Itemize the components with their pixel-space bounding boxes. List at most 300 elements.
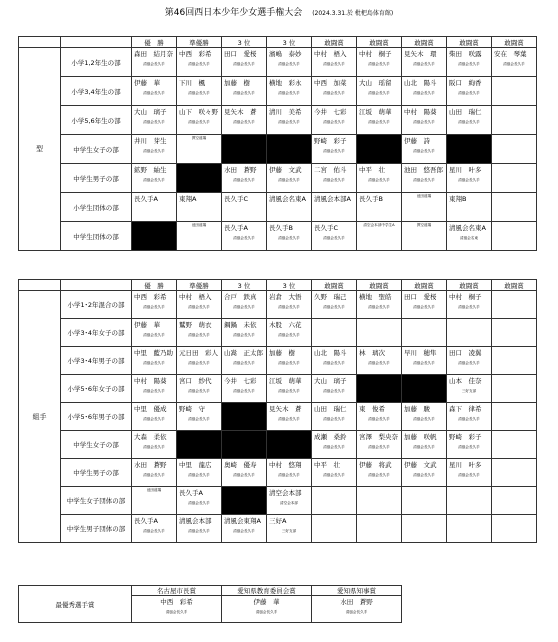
result-cell bbox=[402, 164, 447, 193]
athlete-name: 大森 柔依 bbox=[134, 433, 167, 441]
result-cell bbox=[267, 48, 312, 77]
result-cell bbox=[492, 193, 537, 222]
rank-header: 準優勝 bbox=[177, 280, 222, 291]
result-cell bbox=[402, 431, 447, 459]
athlete-name: 横地 聖皓 bbox=[359, 293, 392, 301]
club-name: 清空会本部 bbox=[280, 501, 298, 505]
club-name: 清風会長久手 bbox=[233, 473, 255, 477]
club-name: 清風会長久手 bbox=[458, 120, 480, 124]
athlete-name: 中村 悠翔 bbox=[269, 461, 302, 469]
club-name: 清風会長久手 bbox=[323, 120, 345, 124]
club-name: 清風会長久手 bbox=[323, 149, 345, 153]
result-cell bbox=[267, 106, 312, 135]
club-name: 清風会長久手 bbox=[188, 389, 210, 393]
result-cell bbox=[177, 135, 222, 164]
result-cell bbox=[132, 135, 177, 164]
athlete-name: 見矢木 蒼 bbox=[269, 405, 302, 413]
athlete-name: 柴田 咲露 bbox=[449, 50, 482, 58]
club-name: 清風会長久手 bbox=[143, 473, 165, 477]
athlete-name: 水田 蒼野 bbox=[134, 461, 167, 469]
athlete-name: 加藤 咲帆 bbox=[404, 433, 437, 441]
club-name: 清風会長久手 bbox=[413, 62, 435, 66]
athlete-name: 岩倉 大悟 bbox=[269, 293, 302, 301]
athlete-name: 安在 琴葉 bbox=[494, 50, 527, 58]
athlete-name: 井川 芽生 bbox=[134, 137, 167, 145]
result-cell bbox=[267, 291, 312, 319]
result-cell bbox=[402, 347, 447, 375]
result-cell bbox=[447, 193, 492, 222]
result-cell bbox=[357, 431, 402, 459]
club-name: 清風会長久手 bbox=[143, 445, 165, 449]
club-name: 清風会長久手 bbox=[368, 305, 390, 309]
result-cell bbox=[492, 459, 537, 487]
club-name: 清風会長久手 bbox=[458, 417, 480, 421]
result-cell bbox=[267, 375, 312, 403]
club-name: 清風会長久手 bbox=[143, 62, 165, 66]
club-name: 清風会長久手 bbox=[368, 62, 390, 66]
rank-header: 3 位 bbox=[267, 280, 312, 291]
result-cell bbox=[492, 375, 537, 403]
athlete-name: 星川 叶多 bbox=[449, 461, 482, 469]
result-cell bbox=[222, 164, 267, 193]
result-cell bbox=[177, 515, 222, 543]
club-name: 清風会長久手 bbox=[188, 529, 210, 533]
result-cell bbox=[177, 291, 222, 319]
result-cell bbox=[402, 515, 447, 543]
result-cell bbox=[222, 222, 267, 251]
result-cell bbox=[402, 403, 447, 431]
result-cell bbox=[132, 319, 177, 347]
blacked-out-cell bbox=[267, 431, 312, 459]
athlete-name: 清空会本部 bbox=[269, 489, 302, 497]
club-name: 清風会長久手 bbox=[188, 501, 210, 505]
club-name: 池田道場 bbox=[146, 488, 162, 492]
result-row bbox=[19, 164, 537, 193]
club-name: 清風会長久手 bbox=[278, 236, 300, 240]
athlete-name: 鉱野 紬生 bbox=[134, 166, 167, 174]
result-row bbox=[19, 193, 537, 222]
club-name: 貫空道場 bbox=[191, 136, 207, 140]
award-name: 名古屋市長賞 bbox=[132, 586, 222, 596]
club-name: 清風会長久手 bbox=[413, 178, 435, 182]
club-name: 清風会長久手 bbox=[278, 333, 300, 337]
result-cell bbox=[132, 164, 177, 193]
result-cell bbox=[177, 48, 222, 77]
club-name: 清風会長久手 bbox=[458, 305, 480, 309]
result-cell bbox=[177, 459, 222, 487]
result-cell bbox=[402, 77, 447, 106]
club-name: 清風会長久手 bbox=[413, 305, 435, 309]
club-name: 清風会長久手 bbox=[188, 361, 210, 365]
result-cell bbox=[447, 77, 492, 106]
blacked-out-cell bbox=[222, 403, 267, 431]
result-cell bbox=[402, 459, 447, 487]
club-name: 清風会長久手 bbox=[368, 473, 390, 477]
result-cell bbox=[357, 106, 402, 135]
result-cell bbox=[357, 222, 402, 251]
athlete-name: 伊藤 将武 bbox=[359, 461, 392, 469]
club-name: 清風会長久手 bbox=[368, 445, 390, 449]
club-name: 清風会長久手 bbox=[233, 333, 255, 337]
club-name: 清風会長久手 bbox=[323, 236, 345, 240]
result-row bbox=[19, 77, 537, 106]
club-name: 清風会長久手 bbox=[278, 473, 300, 477]
category-label: 中学生男子の部 bbox=[61, 459, 132, 487]
result-cell bbox=[177, 375, 222, 403]
athlete-name: 成瀬 桑鈴 bbox=[314, 433, 347, 441]
result-cell bbox=[312, 135, 357, 164]
athlete-name: 山田 瑞仁 bbox=[449, 108, 482, 116]
athlete-name: 加藤 樹 bbox=[269, 349, 295, 357]
club-name: 清風会長久手 bbox=[323, 178, 345, 182]
result-row bbox=[19, 431, 537, 459]
club-name: 清風会長久手 bbox=[165, 610, 188, 614]
result-cell bbox=[357, 403, 402, 431]
athlete-name: 中里 龍広 bbox=[179, 461, 212, 469]
club-name: 清風会長久手 bbox=[323, 361, 345, 365]
athlete-name: 東 俊希 bbox=[359, 405, 385, 413]
athlete-name: 今井 七彩 bbox=[314, 108, 347, 116]
result-cell bbox=[267, 347, 312, 375]
result-cell bbox=[357, 515, 402, 543]
result-cell bbox=[447, 48, 492, 77]
result-cell bbox=[177, 106, 222, 135]
rank-header: 敢闘賞 bbox=[312, 37, 357, 48]
category-label: 小学生団体の部 bbox=[61, 193, 132, 222]
athlete-name: 鋼鍋 未依 bbox=[224, 321, 257, 329]
result-cell bbox=[132, 459, 177, 487]
result-cell bbox=[357, 193, 402, 222]
result-cell bbox=[177, 193, 222, 222]
blacked-out-cell bbox=[447, 135, 492, 164]
award-name: 愛知県知事賞 bbox=[312, 586, 402, 596]
athlete-name: 加藤 樹 bbox=[224, 79, 250, 87]
athlete-name: 中西 彩希 bbox=[160, 598, 193, 606]
result-row bbox=[19, 135, 537, 164]
athlete-name: 野崎 彩子 bbox=[449, 433, 482, 441]
blacked-out-cell bbox=[177, 431, 222, 459]
club-name: 清風会長久手 bbox=[413, 149, 435, 153]
athlete-name: 江坂 萌華 bbox=[269, 377, 302, 385]
athlete-name: 横地 彩永 bbox=[269, 79, 302, 87]
result-cell bbox=[312, 222, 357, 251]
result-cell bbox=[267, 164, 312, 193]
mvp-award-label: 最優秀選手賞 bbox=[19, 586, 132, 623]
result-cell bbox=[132, 431, 177, 459]
club-name: 清風会長久手 bbox=[458, 62, 480, 66]
club-name: 清風会長久手 bbox=[143, 149, 165, 153]
result-cell bbox=[492, 106, 537, 135]
club-name: 清風会長久手 bbox=[188, 62, 210, 66]
athlete-name: 東翔A bbox=[179, 195, 197, 203]
athlete-name: 中西 彩希 bbox=[134, 293, 167, 301]
result-cell bbox=[132, 515, 177, 543]
result-cell bbox=[177, 77, 222, 106]
blacked-out-cell bbox=[267, 135, 312, 164]
result-row bbox=[19, 319, 537, 347]
club-name: 清風会長久手 bbox=[458, 178, 480, 182]
award-winner bbox=[222, 596, 312, 623]
blacked-out-cell bbox=[402, 375, 447, 403]
club-name: 清風会長久手 bbox=[368, 91, 390, 95]
athlete-name: 伊藤 華 bbox=[134, 321, 160, 329]
result-cell bbox=[402, 222, 447, 251]
category-label: 小学5･6年女子の部 bbox=[61, 375, 132, 403]
rank-header: 3 位 bbox=[222, 280, 267, 291]
club-name: 清風会長久手 bbox=[143, 120, 165, 124]
result-cell bbox=[357, 291, 402, 319]
result-cell bbox=[447, 515, 492, 543]
athlete-name: 合戸 鉄真 bbox=[224, 293, 257, 301]
club-name: 清風会長久手 bbox=[233, 389, 255, 393]
result-cell bbox=[402, 291, 447, 319]
result-row bbox=[19, 375, 537, 403]
athlete-name: 山下 咲々野 bbox=[179, 108, 218, 116]
result-cell bbox=[222, 459, 267, 487]
rank-header: 敢闘賞 bbox=[402, 280, 447, 291]
category-label: 小学3･4年男子の部 bbox=[61, 347, 132, 375]
category-label: 中学生女子の部 bbox=[61, 431, 132, 459]
result-cell bbox=[447, 403, 492, 431]
club-name: 清風会長久手 bbox=[368, 178, 390, 182]
athlete-name: 長久手B bbox=[359, 195, 383, 203]
club-name: 清風会長久手 bbox=[233, 236, 255, 240]
club-name: 清風会長久手 bbox=[143, 178, 165, 182]
rank-header: 敢闘賞 bbox=[357, 280, 402, 291]
result-cell bbox=[312, 487, 357, 515]
blacked-out-cell bbox=[357, 375, 402, 403]
result-cell bbox=[447, 487, 492, 515]
result-cell bbox=[132, 347, 177, 375]
result-cell bbox=[312, 77, 357, 106]
section-label: 型 bbox=[19, 48, 61, 251]
result-row bbox=[19, 459, 537, 487]
result-cell bbox=[267, 222, 312, 251]
result-cell bbox=[312, 347, 357, 375]
club-name: 清風会長久手 bbox=[278, 361, 300, 365]
athlete-name: 伊藤 華 bbox=[134, 79, 160, 87]
rank-header: 敢闘賞 bbox=[492, 37, 537, 48]
club-name: 清風会長久手 bbox=[413, 120, 435, 124]
athlete-name: 中村 梧入 bbox=[179, 293, 212, 301]
result-cell bbox=[177, 319, 222, 347]
athlete-name: 田口 愛桜 bbox=[224, 50, 257, 58]
result-cell bbox=[447, 222, 492, 251]
athlete-name: 山嵩 正太郎 bbox=[224, 349, 263, 357]
category-label: 中学生女子団体の部 bbox=[61, 487, 132, 515]
athlete-name: 山田 瑞仁 bbox=[314, 405, 347, 413]
athlete-name: 林 璃次 bbox=[359, 349, 385, 357]
result-cell bbox=[132, 193, 177, 222]
club-name: 清風会長久手 bbox=[278, 91, 300, 95]
result-cell bbox=[492, 164, 537, 193]
result-row bbox=[19, 106, 537, 135]
result-row bbox=[19, 291, 537, 319]
result-row bbox=[19, 515, 537, 543]
award-name: 愛知県教育委員会賞 bbox=[222, 586, 312, 596]
result-cell bbox=[222, 106, 267, 135]
athlete-name: 久野 瑞己 bbox=[314, 293, 347, 301]
result-cell bbox=[132, 77, 177, 106]
result-cell bbox=[402, 319, 447, 347]
result-cell bbox=[447, 291, 492, 319]
club-name: 清風会長久手 bbox=[323, 389, 345, 393]
result-cell bbox=[447, 431, 492, 459]
category-label: 小学1,2年生の部 bbox=[61, 48, 132, 77]
athlete-name: 中平 壮 bbox=[359, 166, 385, 174]
athlete-name: 宮口 紗代 bbox=[179, 377, 212, 385]
result-cell bbox=[402, 193, 447, 222]
result-cell bbox=[222, 319, 267, 347]
category-label: 小学5･6年男子の部 bbox=[61, 403, 132, 431]
athlete-name: 長久手A bbox=[134, 195, 158, 203]
athlete-name: 大山 璃子 bbox=[134, 108, 167, 116]
result-cell bbox=[267, 403, 312, 431]
result-cell bbox=[447, 319, 492, 347]
result-cell bbox=[267, 487, 312, 515]
result-cell bbox=[402, 135, 447, 164]
result-row bbox=[19, 347, 537, 375]
result-cell bbox=[222, 193, 267, 222]
club-name: 清風会長久手 bbox=[143, 305, 165, 309]
result-cell bbox=[492, 222, 537, 251]
result-cell bbox=[357, 164, 402, 193]
blacked-out-cell bbox=[177, 164, 222, 193]
category-label: 中学生女子の部 bbox=[61, 135, 132, 164]
athlete-name: 宮澤 梨央奈 bbox=[359, 433, 398, 441]
athlete-name: 長久手A bbox=[179, 489, 203, 497]
result-cell bbox=[492, 487, 537, 515]
club-name: 清風会長久手 bbox=[188, 333, 210, 337]
result-cell bbox=[492, 319, 537, 347]
result-cell bbox=[402, 48, 447, 77]
club-name: 清風会長久手 bbox=[278, 62, 300, 66]
mvp-award-table bbox=[18, 585, 402, 623]
result-cell bbox=[492, 515, 537, 543]
result-cell bbox=[267, 193, 312, 222]
athlete-name: 清風会名東A bbox=[449, 224, 486, 232]
rank-header: 優 勝 bbox=[132, 280, 177, 291]
rank-header: 敢闘賞 bbox=[492, 280, 537, 291]
result-cell bbox=[267, 77, 312, 106]
category-label: 中学生団体の部 bbox=[61, 222, 132, 251]
athlete-name: 伊藤 詩 bbox=[404, 137, 430, 145]
result-cell bbox=[492, 135, 537, 164]
rank-header-row bbox=[19, 37, 537, 48]
athlete-name: 山北 陽斗 bbox=[314, 349, 347, 357]
athlete-name: 野崎 守 bbox=[179, 405, 205, 413]
rank-header: 敢闘賞 bbox=[447, 280, 492, 291]
club-name: 清風会長久手 bbox=[188, 120, 210, 124]
result-cell bbox=[492, 77, 537, 106]
result-cell bbox=[312, 459, 357, 487]
blacked-out-cell bbox=[222, 487, 267, 515]
award-winner bbox=[132, 596, 222, 623]
athlete-name: 長久手C bbox=[224, 195, 249, 203]
rank-header: 敢闘賞 bbox=[402, 37, 447, 48]
result-cell bbox=[132, 487, 177, 515]
result-cell bbox=[357, 459, 402, 487]
athlete-name: 中里 優成 bbox=[134, 405, 167, 413]
club-name: 清風会長久手 bbox=[323, 91, 345, 95]
athlete-name: 田口 凌翼 bbox=[449, 349, 482, 357]
blacked-out-cell bbox=[132, 222, 177, 251]
athlete-name: 中村 桐子 bbox=[359, 50, 392, 58]
club-name: 清風会長久手 bbox=[413, 91, 435, 95]
athlete-name: 長久手A bbox=[134, 517, 158, 525]
club-name: 清風会長久手 bbox=[233, 305, 255, 309]
athlete-name: 木股 六花 bbox=[269, 321, 302, 329]
club-name: 清風会長久手 bbox=[233, 120, 255, 124]
result-cell bbox=[402, 487, 447, 515]
club-name: 清風会長久手 bbox=[413, 361, 435, 365]
result-cell bbox=[357, 319, 402, 347]
result-cell bbox=[402, 106, 447, 135]
result-cell bbox=[177, 487, 222, 515]
club-name: 清風会長久手 bbox=[233, 91, 255, 95]
athlete-name: 水田 蒼野 bbox=[224, 166, 257, 174]
club-name: 清風会長久手 bbox=[278, 389, 300, 393]
rank-header: 準優勝 bbox=[177, 37, 222, 48]
club-name: 清風会長久手 bbox=[413, 473, 435, 477]
athlete-name: 星川 叶多 bbox=[449, 166, 482, 174]
result-cell bbox=[447, 106, 492, 135]
award-winner bbox=[312, 596, 402, 623]
blacked-out-cell bbox=[222, 431, 267, 459]
rank-header-row bbox=[19, 280, 537, 291]
result-cell bbox=[312, 48, 357, 77]
athlete-name: 清風会東翔A bbox=[224, 517, 261, 525]
club-name: 池田道場 bbox=[191, 223, 207, 227]
club-name: 清風会長久手 bbox=[345, 610, 368, 614]
result-cell bbox=[222, 515, 267, 543]
category-label: 小学5,6年生の部 bbox=[61, 106, 132, 135]
club-name: 清風会長久手 bbox=[323, 473, 345, 477]
club-name: 清風会長久手 bbox=[368, 361, 390, 365]
subtitle: (2024.3.31.於 枇杷島体育館) bbox=[312, 10, 394, 17]
athlete-name: 清風会名東A bbox=[269, 195, 306, 203]
result-cell bbox=[267, 459, 312, 487]
result-cell bbox=[357, 347, 402, 375]
club-name: 清風会長久手 bbox=[143, 389, 165, 393]
athlete-name: 中村 陽葵 bbox=[134, 377, 167, 385]
category-label: 中学生男子の部 bbox=[61, 164, 132, 193]
club-name: 清風会長久手 bbox=[323, 62, 345, 66]
athlete-name: 山北 陽斗 bbox=[404, 79, 437, 87]
result-cell bbox=[132, 291, 177, 319]
rank-header: 優 勝 bbox=[132, 37, 177, 48]
athlete-name: 長久手C bbox=[314, 224, 339, 232]
result-cell bbox=[132, 403, 177, 431]
result-cell bbox=[492, 48, 537, 77]
athlete-name: 野崎 彩子 bbox=[314, 137, 347, 145]
rank-header: 敢闘賞 bbox=[312, 280, 357, 291]
rank-header: 3 位 bbox=[267, 37, 312, 48]
club-name: 清風会長久手 bbox=[233, 62, 255, 66]
athlete-name: 田口 愛桜 bbox=[404, 293, 437, 301]
athlete-name: 森田 結月奈 bbox=[134, 50, 173, 58]
result-cell bbox=[132, 106, 177, 135]
club-name: 清風会長久手 bbox=[278, 305, 300, 309]
rank-header: 3 位 bbox=[222, 37, 267, 48]
athlete-name: 今井 七彩 bbox=[224, 377, 257, 385]
result-cell bbox=[312, 193, 357, 222]
result-row bbox=[19, 48, 537, 77]
club-name: 清風会長久手 bbox=[143, 529, 165, 533]
club-name: 清風会長久手 bbox=[413, 445, 435, 449]
club-name: 清風会長久手 bbox=[458, 445, 480, 449]
athlete-name: 大山 瑶留 bbox=[359, 79, 392, 87]
